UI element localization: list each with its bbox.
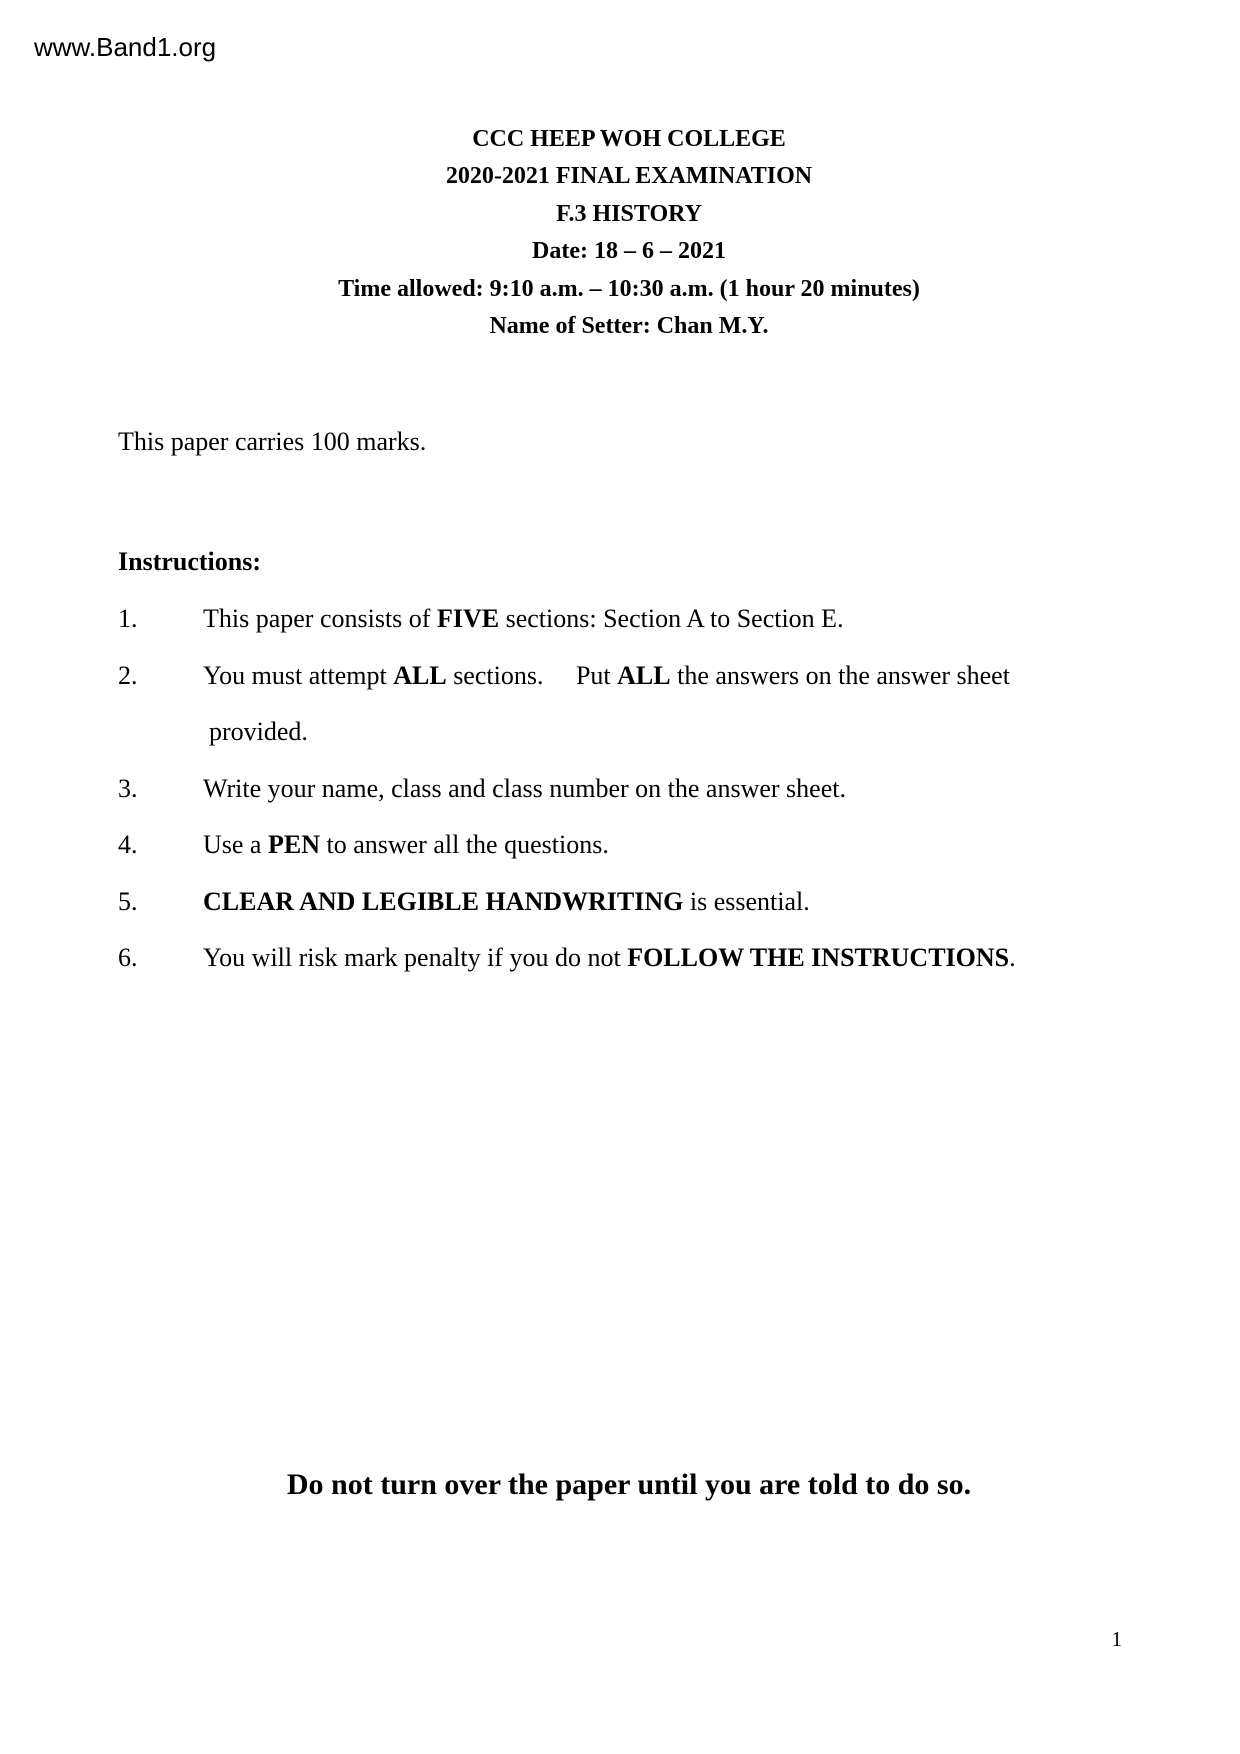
item-number: 2. (118, 660, 138, 690)
exam-date: Date: 18 – 6 – 2021 (532, 238, 726, 265)
instruction-item-6 (118, 930, 1140, 987)
item-number: 6. (118, 943, 138, 973)
text-segment-bold: CLEAR AND LEGIBLE HANDWRITING (203, 886, 684, 916)
text-segment: This paper consists of (203, 604, 437, 634)
text-segment-bold: FOLLOW THE INSTRUCTIONS (627, 943, 1010, 973)
text-segment: the answers on the answer sheet (670, 660, 1010, 690)
site-watermark: www.Band1.org (34, 32, 217, 62)
text-segment-bold: ALL (617, 660, 671, 690)
instruction-item-3 (118, 761, 1140, 818)
exam-title: 2020-2021 FINAL EXAMINATION (445, 163, 813, 190)
subject-title: F.3 HISTORY (556, 200, 702, 227)
time-allowed: Time allowed: 9:10 a.m. – 10:30 a.m. (1 hour 20 minutes) (338, 275, 920, 302)
item-text (203, 887, 810, 917)
instruction-item-2-continuation (118, 704, 1140, 761)
item-number: 3. (118, 773, 138, 803)
text-segment: sections. Put (446, 660, 618, 690)
text-segment: is essential. (683, 886, 810, 916)
text-segment: You will risk mark penalty if you do not (203, 943, 628, 973)
text-segment: You must attempt (203, 660, 394, 690)
item-text (203, 604, 844, 634)
text-segment-bold: PEN (267, 830, 320, 860)
text-segment-bold: ALL (393, 660, 447, 690)
text-segment: sections: Section A to Section E. (499, 604, 844, 634)
turn-over-notice: Do not turn over the paper until you are told to do so. (286, 1468, 972, 1501)
exam-header (118, 121, 1140, 345)
item-number: 4. (118, 830, 138, 860)
page-number: 1 (1111, 1627, 1122, 1651)
item-text (203, 661, 1010, 691)
item-text (203, 943, 1016, 973)
instruction-item-4 (118, 817, 1140, 874)
instruction-item-2 (118, 648, 1140, 705)
text-segment: provided. (209, 717, 308, 747)
item-number: 1. (118, 604, 138, 634)
item-text (203, 717, 308, 747)
text-segment: . (1009, 943, 1016, 973)
text-segment: to answer all the questions. (319, 830, 609, 860)
item-text (203, 830, 609, 860)
school-name: CCC HEEP WOH COLLEGE (472, 126, 786, 152)
text-segment-bold: FIVE (436, 604, 500, 634)
instruction-item-5 (118, 874, 1140, 931)
item-text (203, 774, 846, 804)
text-segment: Use a (203, 830, 268, 860)
instructions-heading: Instructions: (118, 547, 262, 576)
marks-statement: This paper carries 100 marks. (118, 427, 427, 456)
instruction-item-1 (118, 591, 1140, 648)
setter-name: Name of Setter: Chan M.Y. (489, 313, 769, 340)
item-number: 5. (118, 886, 138, 916)
instructions-list (118, 591, 1140, 987)
text-segment: Write your name, class and class number on the answer sheet. (203, 773, 846, 803)
